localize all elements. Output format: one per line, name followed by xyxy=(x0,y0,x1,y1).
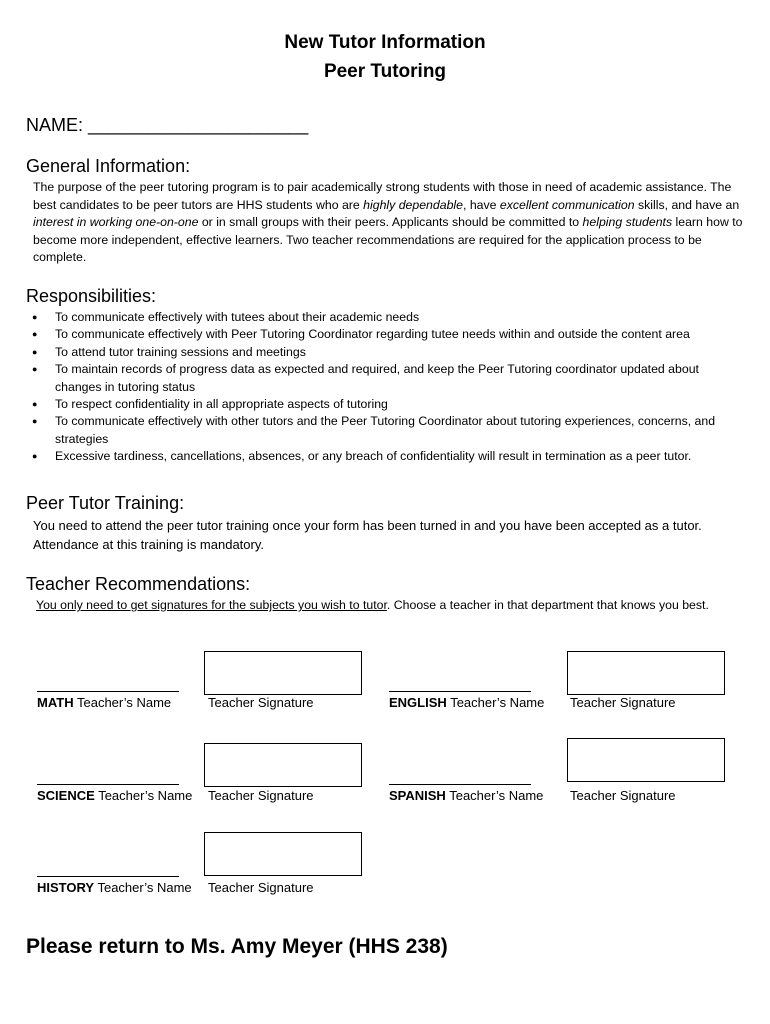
history-subject: HISTORY xyxy=(37,880,95,895)
spanish-signature-label: Teacher Signature xyxy=(570,788,676,803)
name-field[interactable] xyxy=(26,115,308,136)
history-signature-box[interactable] xyxy=(204,832,362,876)
general-emphasis-4: helping students xyxy=(582,215,673,230)
general-text-5: learn how to become more independent, effective learners. Two teacher recommendations are required for the application process to be complete. xyxy=(33,215,743,265)
recommendations-rest: . Choose a teacher in that department that knows you best. xyxy=(386,598,709,612)
training-text: You need to attend the peer tutor training once your form has been turned in and you have been accepted as a tutor. Attendance at this training is mandatory. xyxy=(33,518,702,552)
list-item: ● Excessive tardiness, cancellations, absences, or any breach of confidentiality will result in termination as a peer tutor. xyxy=(29,448,745,465)
general-text-1: The purpose of the peer tutoring program is to pair academically strong students with those in need of academic assistance. The best candidates to be peer tutors are HHS students who are xyxy=(33,180,732,212)
math-signature-label: Teacher Signature xyxy=(208,695,314,710)
english-signature-label: Teacher Signature xyxy=(570,695,676,710)
general-emphasis-1: highly dependable xyxy=(363,197,463,212)
general-emphasis-2: excellent communication xyxy=(499,197,635,212)
responsibilities-heading: Responsibilities: xyxy=(26,286,157,306)
list-item: ● To communicate effectively with other tutors and the Peer Tutoring Coordinator about tutoring experiences, concerns, and strategies xyxy=(29,413,745,448)
teacher-name-text: Teacher’s Name xyxy=(449,788,544,803)
english-subject: ENGLISH xyxy=(389,695,447,710)
science-teacher-label xyxy=(37,788,192,803)
math-signature-box[interactable] xyxy=(204,651,362,695)
history-teacher-name-line[interactable] xyxy=(37,876,179,877)
recommendations-heading: Teacher Recommendations: xyxy=(26,574,251,594)
form-subtitle: Peer Tutoring xyxy=(323,61,447,82)
science-subject: SCIENCE xyxy=(37,788,95,803)
list-item: ● To communicate effectively with Peer Tutoring Coordinator regarding tutee needs within and outside the content area xyxy=(29,326,745,343)
english-signature-box[interactable] xyxy=(567,651,725,695)
general-heading: General Information: xyxy=(26,156,191,176)
science-signature-label: Teacher Signature xyxy=(208,788,314,803)
teacher-name-text: Teacher’s Name xyxy=(98,788,193,803)
math-teacher-label xyxy=(37,695,171,710)
recommendations-underlined: You only need to get signatures for the subjects you wish to tutor xyxy=(36,598,387,612)
spanish-subject: SPANISH xyxy=(389,788,446,803)
name-blank[interactable]: ______________________ xyxy=(88,115,309,135)
recommendations-text xyxy=(26,597,742,615)
list-item: ● To maintain records of progress data as expected and required, and keep the Peer Tutoring coordinator updated about changes in tutoring status xyxy=(29,361,745,396)
general-emphasis-3: interest in working one-on-one xyxy=(33,215,199,230)
english-teacher-name-line[interactable] xyxy=(389,691,531,692)
general-text-3: skills, and have an xyxy=(634,197,740,212)
responsibilities-list xyxy=(29,309,745,466)
general-text-2: , have xyxy=(463,197,500,212)
general-text-4: or in small groups with their peers. Applicants should be committed to xyxy=(198,215,583,230)
teacher-name-text: Teacher’s Name xyxy=(450,695,545,710)
math-subject: MATH xyxy=(37,695,74,710)
list-item: ● To attend tutor training sessions and meetings xyxy=(29,344,745,361)
spanish-teacher-label xyxy=(389,788,543,803)
spanish-teacher-name-line[interactable] xyxy=(389,784,531,785)
science-signature-box[interactable] xyxy=(204,743,362,787)
return-instructions: Please return to Ms. Amy Meyer (HHS 238) xyxy=(26,935,448,958)
science-teacher-name-line[interactable] xyxy=(37,784,179,785)
training-heading: Peer Tutor Training: xyxy=(26,493,185,513)
english-teacher-label xyxy=(389,695,544,710)
teacher-name-text: Teacher’s Name xyxy=(76,695,172,710)
history-signature-label: Teacher Signature xyxy=(208,880,314,895)
spanish-signature-box[interactable] xyxy=(567,738,725,782)
list-item: ● To communicate effectively with tutees about their academic needs xyxy=(29,309,745,326)
teacher-name-text: Teacher’s Name xyxy=(97,880,192,895)
form-title: New Tutor Information xyxy=(284,32,486,53)
general-paragraph xyxy=(33,179,745,267)
name-label: NAME: xyxy=(26,115,84,135)
history-teacher-label xyxy=(37,880,192,895)
list-item: ● To respect confidentiality in all appropriate aspects of tutoring xyxy=(29,396,745,413)
math-teacher-name-line[interactable] xyxy=(37,691,179,692)
